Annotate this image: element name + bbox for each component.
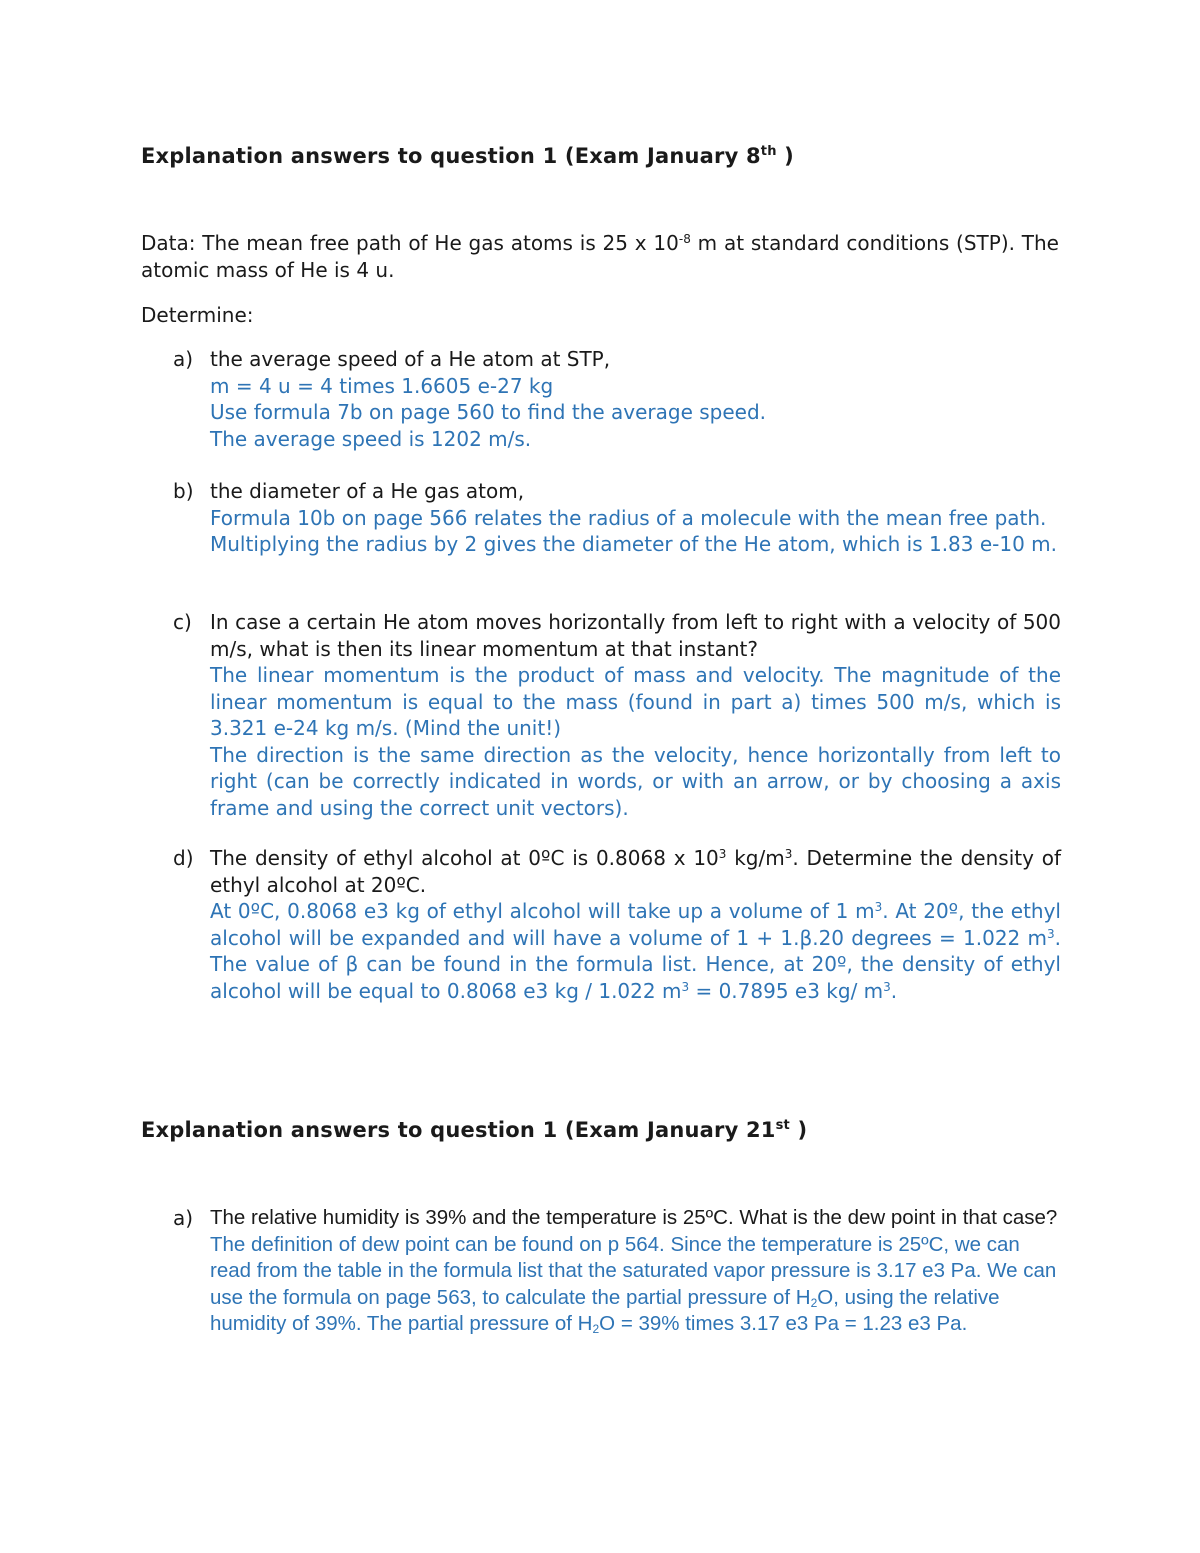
q-text: kg/m [726,846,785,870]
q-exponent: 3 [784,847,793,861]
ans-text: = 0.7895 e3 kg/ m [689,978,884,1003]
ans-exponent: 3 [681,979,690,994]
heading-tail: ) [789,1118,808,1142]
heading-text: Explanation answers to question 1 (Exam January 8 [141,144,761,168]
ans-exponent: 3 [874,900,883,914]
item-label: b) [173,479,194,503]
ans-text: The definition of dew point can be found on p 564. Since the temperature is 25ºC, we can read from the table in the formula list that the saturated vapor pressure is 3.17 e3 Pa. We can use the formula on page 563, to calculate the partial pressure of H [210,1232,1057,1309]
item-label: a) [173,347,194,371]
data-text: Data: The mean free path of He gas atoms is 25 x 10 [141,231,679,255]
item-question: the diameter of a He gas atom, [210,479,525,503]
heading-exam-january-8 [141,143,1059,169]
ans-text: At 0ºC, 0.8068 e3 kg of ethyl alcohol will take up a volume of 1 m [210,899,875,923]
data-paragraph [141,230,1059,283]
item-answer: The direction is the same direction as the velocity, hence horizontally from left to right (can be correctly indicated in words, or with an arrow, or by choosing a axis frame and using the correct unit vectors). [210,742,1061,820]
ans-exponent: 3 [1047,926,1055,941]
heading-text: Explanation answers to question 1 (Exam January 21 [141,1118,776,1142]
ans-text: . At 20º, the ethyl alcohol will be expanded and will have a volume of 1 + 1.β.20 degrees = 1.022 m [210,899,1061,950]
item-answer [210,898,1061,1004]
item-c [173,609,1061,821]
item-a-second-exam [173,1205,1061,1338]
determine-label: Determine: [141,303,254,327]
data-exponent: -8 [678,232,691,246]
ans-text: O, using the relative humidity of 39%. The partial pressure of H [210,1285,1000,1335]
item-answer [210,1232,1061,1338]
item-label: a) [173,1206,194,1230]
item-b [173,478,1061,558]
item-label: d) [173,846,194,870]
heading-superscript: th [760,144,777,159]
data-text-post: m at standard conditions (STP). The atomic mass of He is 4 u. [141,231,1059,282]
item-answer-line: Use formula 7b on page 560 to find the average speed. [210,400,767,424]
q-text: . Determine the density of ethyl alcohol at 20ºC. [210,846,1061,897]
heading-superscript: st [775,1118,790,1133]
heading-tail: ) [776,144,794,168]
item-question [210,845,1061,898]
ans-text: . The value of β can be found in the formula list. Hence, at 20º, the density of ethyl alcohol will be equal to 0.8068 e3 kg / 1.022 m [210,925,1061,1003]
item-answer: The linear momentum is the product of mass and velocity. The magnitude of the linear momentum is equal to the mass (found in part a) times 500 m/s, which is 3.321 e-24 kg m/s. (Mind the unit!) [210,663,1061,740]
item-answer: Formula 10b on page 566 relates the radius of a molecule with the mean free path. Multiplying the radius by 2 gives the diameter of the He atom, which is 1.83 e-10 m. [210,505,1058,556]
ans-subscript: 2 [810,1295,818,1310]
ans-text: . [890,978,898,1003]
q-exponent: 3 [718,847,727,861]
item-answer-line: m = 4 u = 4 times 1.6605 e-27 kg [210,373,554,398]
item-answer-line: The average speed is 1202 m/s. [210,426,532,451]
ans-text: O = 39% times 3.17 e3 Pa = 1.23 e3 Pa. [599,1312,968,1335]
ans-exponent: 3 [883,979,891,994]
item-question: The relative humidity is 39% and the temperature is 25ºC. What is the dew point in that case? [210,1206,1058,1229]
ans-subscript: 2 [592,1322,600,1336]
item-label: c) [173,610,192,634]
item-d [173,845,1061,1004]
heading-exam-january-21 [141,1117,1059,1143]
item-question: In case a certain He atom moves horizontally from left to right with a velocity of 500 m/s, what is then its linear momentum at that instant? [210,610,1061,661]
q-text: The density of ethyl alcohol at 0ºC is 0.8068 x 10 [210,846,719,870]
item-question: the average speed of a He atom at STP, [210,347,611,371]
item-a [173,346,1061,452]
